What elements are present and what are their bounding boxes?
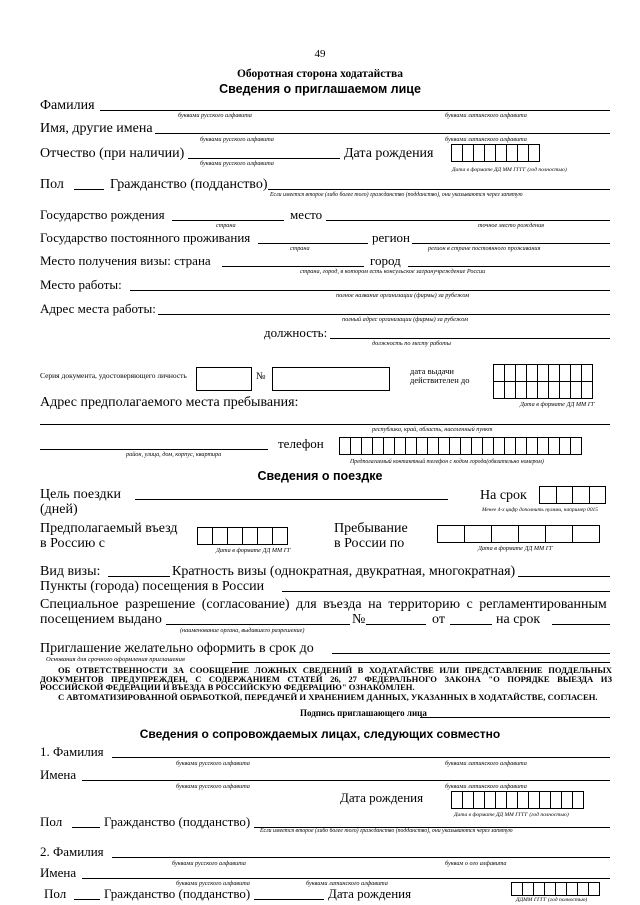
stay-region-line[interactable] xyxy=(40,424,610,425)
region-line[interactable] xyxy=(412,243,610,244)
invitation-deadline-label: Приглашение желательно оформить в срок до xyxy=(40,641,314,656)
caption-position: должность по месту работы xyxy=(372,340,451,347)
caption-country: страна xyxy=(216,222,236,229)
trip-days-label: (дней) xyxy=(40,502,78,517)
surname-line[interactable] xyxy=(100,110,610,111)
birth-country-line[interactable] xyxy=(172,220,284,221)
doc-series-box[interactable] xyxy=(196,367,252,391)
section-companions-title: Сведения о сопровождаемых лицах, следующих совместно xyxy=(139,727,501,741)
caption-russian: буквами русского алфавита xyxy=(176,760,250,767)
residence-country-label: Государство постоянного проживания xyxy=(40,230,251,245)
caption-russian: буквами русского алфавита xyxy=(172,860,246,867)
caption-russian: буквами русского алфавита xyxy=(176,880,250,887)
phone-cells[interactable] xyxy=(340,437,582,455)
caption-latin-partial: буквам о ого алфавита xyxy=(445,860,507,867)
trip-purpose-line[interactable] xyxy=(135,499,448,500)
companion2-names-line[interactable] xyxy=(82,878,610,879)
visa-city-line[interactable] xyxy=(408,266,610,267)
visa-type-line[interactable] xyxy=(108,576,170,577)
caption-date-partial: ДДММ ГГГГ (год полностью) xyxy=(516,897,588,903)
destinations-label: Пункты (города) посещения в России xyxy=(40,579,265,594)
companion1-birth-date-cells[interactable] xyxy=(452,791,584,809)
companion1-sex-line[interactable] xyxy=(72,827,100,828)
sex-label: Пол xyxy=(40,177,64,192)
entry-date-cells[interactable] xyxy=(198,527,288,545)
companion2-sex-line[interactable] xyxy=(74,899,100,900)
signature-line[interactable] xyxy=(420,717,610,718)
companion2-citizenship-line[interactable] xyxy=(254,899,324,900)
companion1-surname-label: 1. Фамилия xyxy=(40,744,104,759)
reverse-side-title: Оборотная сторона ходатайства xyxy=(236,68,404,80)
companion2-names-label: Имена xyxy=(40,865,77,880)
companion1-names-label: Имена xyxy=(40,767,77,782)
visa-country-line[interactable] xyxy=(222,266,364,267)
citizenship-line[interactable] xyxy=(268,189,610,190)
trip-duration-cells[interactable] xyxy=(540,486,606,504)
caption-russian: буквами русского алфавита xyxy=(178,112,252,119)
multiplicity-label: Кратность визы (однократная, двукратная, многократная) xyxy=(172,564,516,579)
caption-latin: буквами латинского алфавита xyxy=(445,783,527,790)
multiplicity-line[interactable] xyxy=(518,576,610,577)
stay-street-line[interactable] xyxy=(40,449,268,450)
work-address-label: Адрес места работы: xyxy=(40,301,156,316)
caption-country: страна xyxy=(290,245,310,252)
caption-entry-date: Дата в формате ДД ММ ГГ xyxy=(216,547,291,554)
companion2-birth-date-cells[interactable] xyxy=(512,882,600,896)
caption-russian: буквами русского алфавита xyxy=(200,136,274,143)
birth-date-label: Дата рождения xyxy=(344,146,434,161)
caption-stay-date: Дата в формате ДД ММ ГГ xyxy=(478,545,553,552)
doc-number-box[interactable] xyxy=(272,367,390,391)
companion1-birth-date-label: Дата рождения xyxy=(340,790,424,805)
urgent-grounds-label: Основания для срочного оформления приглашения xyxy=(46,656,185,663)
caption-latin: буквами латинского алфавита xyxy=(445,136,527,143)
caption-org-name: полное название организации (фирмы) за рубежом xyxy=(336,292,470,299)
workplace-line[interactable] xyxy=(130,290,610,291)
position-label: должность: xyxy=(264,325,328,340)
companion2-surname-label: 2. Фамилия xyxy=(40,844,104,859)
surname-label: Фамилия xyxy=(40,98,95,113)
permit-from-line[interactable] xyxy=(450,624,492,625)
caption-issuer: (наименование органа, выдавшего разрешение) xyxy=(180,627,305,634)
entry-label-line1: Предполагаемый въезд xyxy=(40,521,178,536)
destinations-line[interactable] xyxy=(282,591,610,592)
trip-duration-label: На срок xyxy=(480,488,527,503)
companion2-citizenship-label: Гражданство (подданство) xyxy=(104,886,251,901)
birth-country-label: Государство рождения xyxy=(40,207,165,222)
residence-country-line[interactable] xyxy=(258,243,368,244)
region-label: регион xyxy=(372,230,411,245)
caption-org-address: полный адрес организации (фирмы) за рубежом xyxy=(342,316,469,323)
permit-for-label: на срок xyxy=(496,612,541,627)
companion2-surname-line[interactable] xyxy=(112,857,610,858)
caption-citizenship: Если имеется второе (либо более того) гражданство (подданство), они указываются через запятую xyxy=(260,828,513,834)
section-trip-title: Сведения о поездке xyxy=(257,469,383,483)
signature-label: Подпись приглашающего лица xyxy=(300,708,427,718)
permit-issuer-line[interactable] xyxy=(166,624,350,625)
entry-label-line2: в Россию с xyxy=(40,536,105,551)
visa-type-label: Вид визы: xyxy=(40,564,101,579)
permit-label: Специальное разрешение (согласование) для въезда на территорию с регламентированным xyxy=(40,597,607,612)
companion1-surname-line[interactable] xyxy=(112,757,610,758)
valid-until-label: действителен до xyxy=(410,375,470,385)
responsibility-statement: ОБ ОТВЕТСТВЕННОСТИ ЗА СООБЩЕНИЕ ЛОЖНЫХ СВЕДЕНИЙ В ХОДАТАЙСТВЕ ИЛИ ПРЕДСТАВЛЕНИЕ ПОДДЕЛЬНЫХ ДОКУМЕНТОВ ПРЕДУПРЕЖДЕН, С СОДЕРЖАНИЕМ СТАТЕЙ 26, 27 ФЕДЕРАЛЬНОГО ЗАКОНА "О ПОРЯДКЕ ВЫЕЗДА ИЗ РОССИЙСКОЙ ФЕДЕРАЦИИ И ВЪЕЗДА В РОССИЙСКУЮ ФЕДЕРАЦИЮ" ОЗНАКОМЛЕН. xyxy=(40,665,612,693)
trip-purpose-label: Цель поездки xyxy=(40,487,121,502)
doc-series-label: Серия документа, удостоверяющего личность xyxy=(40,371,187,380)
caption-region-line: республика, край, область, населенный пункт xyxy=(372,426,493,433)
caption-street: район, улица, дом, корпус, квартира xyxy=(126,451,222,458)
caption-latin: буквами латинского алфавита xyxy=(445,760,527,767)
city-label: город xyxy=(370,253,401,268)
visa-place-label: Место получения визы: страна xyxy=(40,253,211,268)
permit-number-line[interactable] xyxy=(366,624,426,625)
caption-citizenship: Если имеется второе (либо более того) гражданство (подданство), они указываются через запятую xyxy=(270,192,523,198)
page-number: 49 xyxy=(314,48,326,60)
caption-date-full: Дата в формате ДД ММ ГГГГ (год полностью) xyxy=(452,167,567,173)
caption-birth-place: точное место рождения xyxy=(478,222,545,229)
patronymic-label: Отчество (при наличии) xyxy=(40,146,185,161)
given-names-label: Имя, другие имена xyxy=(40,121,153,136)
companion1-names-line[interactable] xyxy=(82,780,610,781)
invitation-deadline-line[interactable] xyxy=(332,653,610,654)
issue-date-cells[interactable] xyxy=(494,364,593,382)
citizenship-label: Гражданство (подданство) xyxy=(110,177,268,192)
doc-number-sign: № xyxy=(256,371,266,382)
workplace-label: Место работы: xyxy=(40,277,122,292)
work-address-line[interactable] xyxy=(158,314,610,315)
permit-issued-label: посещением выдано xyxy=(40,612,162,627)
companion1-citizenship-label: Гражданство (подданство) xyxy=(104,814,251,829)
birth-place-line[interactable] xyxy=(326,220,610,221)
phone-label: телефон xyxy=(278,436,324,451)
issue-date-label: дата выдачи xyxy=(410,366,454,376)
permit-for-line[interactable] xyxy=(552,624,610,625)
stay-date-cells[interactable] xyxy=(438,525,600,543)
caption-date-full: Дата в формате ДД ММ ГГГГ (год полностью) xyxy=(454,812,569,818)
caption-latin: буквами латинского алфавита xyxy=(306,880,388,887)
birth-place-label: место xyxy=(290,207,323,222)
caption-days: Менее 4-х цифр дополнить нулями, например 0015 xyxy=(482,507,598,513)
sex-line[interactable] xyxy=(74,189,104,190)
companion1-sex-label: Пол xyxy=(40,814,63,829)
patronymic-line[interactable] xyxy=(188,158,340,159)
caption-phone: Предполагаемый контактный телефон с кодом города(обязательно номером) xyxy=(350,459,544,465)
permit-number-sign: № xyxy=(352,612,366,627)
caption-russian: буквами русского алфавита xyxy=(200,160,274,167)
caption-latin: буквами латинского алфавита xyxy=(445,112,527,119)
companion2-sex-label: Пол xyxy=(44,886,67,901)
section-invitee-title: Сведения о приглашаемом лице xyxy=(219,82,421,96)
stay-address-label: Адрес предполагаемого места пребывания: xyxy=(40,395,299,410)
caption-russian: буквами русского алфавита xyxy=(176,783,250,790)
companion2-birth-date-label: Дата рождения xyxy=(328,886,412,901)
birth-date-cells[interactable] xyxy=(452,144,540,162)
caption-region: регион в стране постоянного проживания xyxy=(428,245,541,252)
permit-from-label: от xyxy=(432,612,445,627)
valid-until-cells[interactable] xyxy=(494,381,593,399)
position-line[interactable] xyxy=(330,338,610,339)
stay-label-line1: Пребывание xyxy=(334,521,408,536)
given-names-line[interactable] xyxy=(155,133,610,134)
urgent-grounds-line[interactable] xyxy=(232,662,610,663)
data-processing-consent: С АВТОМАТИЗИРОВАННОЙ ОБРАБОТКОЙ, ПЕРЕДАЧЕЙ И ХРАНЕНИЕМ ДАННЫХ, УКАЗАННЫХ В ХОДАТАЙСТВЕ, СОГЛАСЕН. xyxy=(58,692,598,702)
stay-label-line2: в России по xyxy=(334,536,405,551)
caption-date-short: Дата в формате ДД ММ ГГ xyxy=(520,401,595,408)
caption-consulate: страна, город, в котором есть консульское загранучреждение России xyxy=(300,268,486,275)
